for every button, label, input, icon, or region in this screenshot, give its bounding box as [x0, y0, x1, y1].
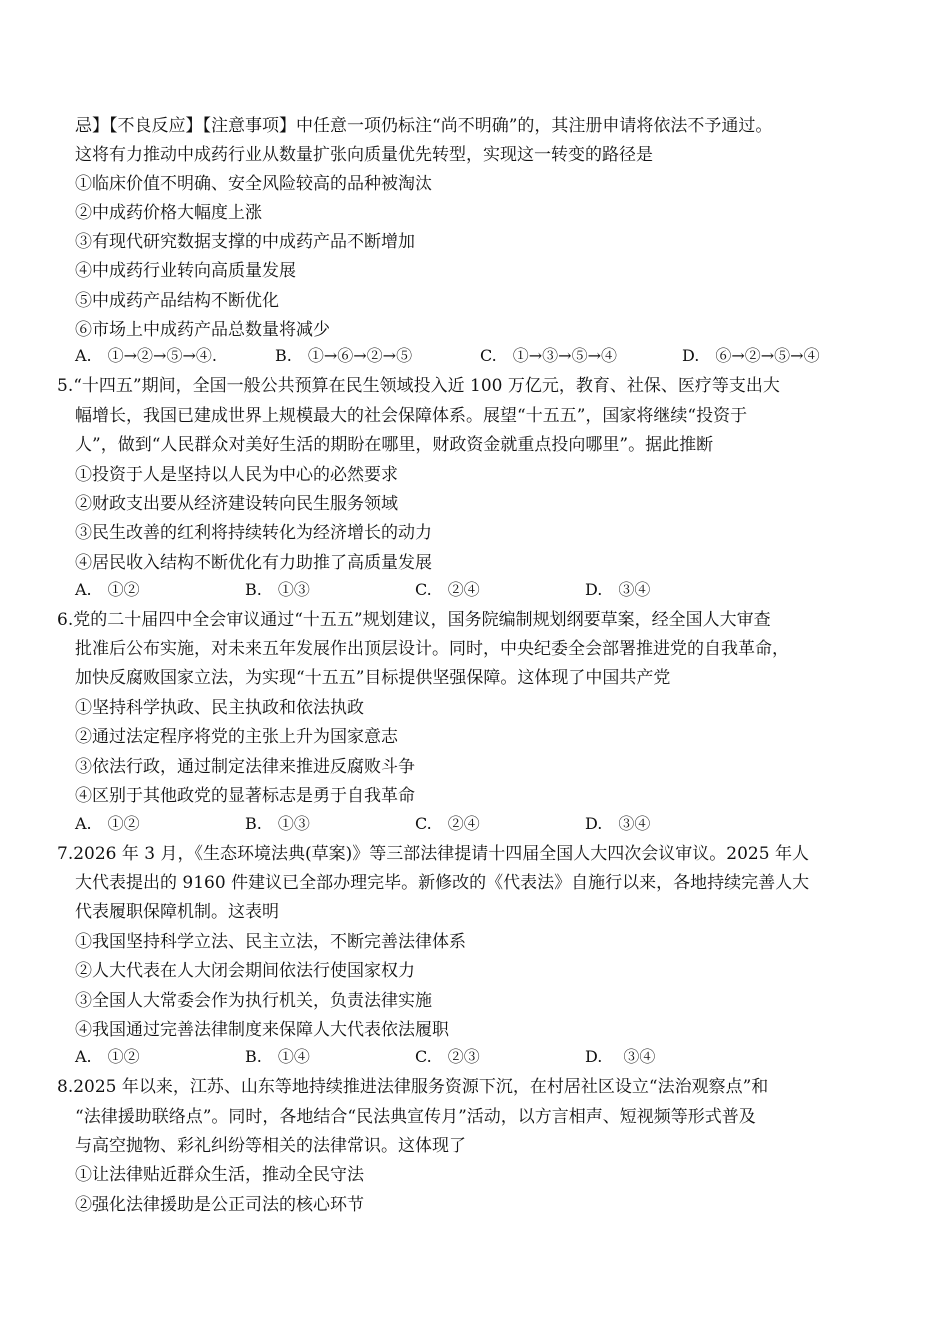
- question-4-item: ①临床价值不明确、安全风险较高的品种被淘汰: [75, 174, 432, 194]
- question-4-item: ③有现代研究数据支撑的中成药产品不断增加: [75, 232, 415, 252]
- question-5-item: ①投资于人是坚持以人民为中心的必然要求: [75, 465, 398, 485]
- option-b: B. ①③: [245, 814, 310, 833]
- option-b: B. ①③: [245, 580, 310, 599]
- question-8-item: ②强化法律援助是公正司法的核心环节: [75, 1195, 364, 1215]
- question-4-item: ②中成药价格大幅度上涨: [75, 203, 262, 223]
- question-7-item: ④我国通过完善法律制度来保障人大代表依法履职: [75, 1020, 449, 1040]
- question-4-options: [75, 345, 875, 367]
- option-d: D. ⑥→②→⑤→④: [682, 346, 820, 365]
- question-7-stem-line: 7.2026 年 3 月，《生态环境法典(草案)》等三部法律提请十四届全国人大四次会议审议。2025 年人: [57, 844, 809, 864]
- question-4-item: ⑥市场上中成药产品总数量将减少: [75, 320, 330, 340]
- option-c: C. ①→③→⑤→④: [480, 346, 617, 365]
- question-6-item: ③依法行政，通过制定法律来推进反腐败斗争: [75, 757, 415, 777]
- option-c: C. ②④: [415, 580, 480, 599]
- question-6-stem-line: 6.党的二十届四中全会审议通过“十五五”规划建议，国务院编制规划纲要草案，经全国人大审查: [57, 610, 771, 630]
- question-4-item: ⑤中成药产品结构不断优化: [75, 291, 279, 311]
- option-a: A. ①②: [75, 814, 140, 833]
- question-5-item: ④居民收入结构不断优化有力助推了高质量发展: [75, 553, 432, 573]
- question-8-stem-line: 8.2025 年以来，江苏、山东等地持续推进法律服务资源下沉，在村居社区设立“法治观察点”和: [57, 1077, 769, 1097]
- question-4-text-line: 这将有力推动中成药行业从数量扩张向质量优先转型，实现这一转变的路径是: [75, 145, 653, 165]
- question-5-stem-line: 幅增长，我国已建成世界上规模最大的社会保障体系。展望“十五五”，国家将继续“投资于: [75, 406, 748, 426]
- question-6-stem-line: 批准后公布实施，对未来五年发展作出顶层设计。同时，中央纪委全会部署推进党的自我革命，: [75, 639, 789, 659]
- option-c: C. ②④: [415, 814, 480, 833]
- question-5-options: [75, 579, 875, 601]
- question-5-stem-line: 人”，做到“人民群众对美好生活的期盼在哪里，财政资金就重点投向哪里”。据此推断: [75, 435, 714, 455]
- question-5-item: ②财政支出要从经济建设转向民生服务领域: [75, 494, 398, 514]
- question-5-item: ③民生改善的红利将持续转化为经济增长的动力: [75, 523, 432, 543]
- question-4-item: ④中成药行业转向高质量发展: [75, 261, 296, 281]
- option-d: D. ③④: [585, 1047, 656, 1066]
- question-6-item: ④区别于其他政党的显著标志是勇于自我革命: [75, 786, 415, 806]
- question-6-options: [75, 813, 875, 835]
- option-a: A. ①②: [75, 1047, 140, 1066]
- question-7-options: [75, 1046, 875, 1068]
- question-6-stem-line: 加快反腐败国家立法，为实现“十五五”目标提供坚强保障。这体现了中国共产党: [75, 668, 671, 688]
- option-d: D. ③④: [585, 580, 651, 599]
- question-8-item: ①让法律贴近群众生活，推动全民守法: [75, 1165, 364, 1185]
- question-6-item: ②通过法定程序将党的主张上升为国家意志: [75, 727, 398, 747]
- question-7-item: ①我国坚持科学立法、民主立法，不断完善法律体系: [75, 932, 466, 952]
- question-4-text-line: 忌】【不良反应】【注意事项】中任意一项仍标注“尚不明确”的，其注册申请将依法不予通过。: [75, 116, 773, 136]
- question-8-stem-line: 与高空抛物、彩礼纠纷等相关的法律常识。这体现了: [75, 1136, 466, 1156]
- question-6-item: ①坚持科学执政、民主执政和依法执政: [75, 698, 364, 718]
- option-b: B. ①→⑥→②→⑤: [275, 346, 413, 365]
- option-d: D. ③④: [585, 814, 651, 833]
- option-b: B. ①④: [245, 1047, 310, 1066]
- question-8-stem-line: “法律援助联络点”。同时，各地结合“民法典宣传月”活动，以方言相声、短视频等形式普及: [75, 1107, 756, 1127]
- question-7-item: ②人大代表在人大闭会期间依法行使国家权力: [75, 961, 415, 981]
- question-7-item: ③全国人大常委会作为执行机关，负责法律实施: [75, 991, 432, 1011]
- question-7-stem-line: 代表履职保障机制。这表明: [75, 902, 279, 922]
- option-a: A. ①→②→⑤→④.: [75, 346, 217, 365]
- option-a: A. ①②: [75, 580, 140, 599]
- question-7-stem-line: 大代表提出的 9160 件建议已全部办理完毕。新修改的《代表法》自施行以来，各地持续完善人大: [75, 873, 810, 893]
- option-c: C. ②③: [415, 1047, 480, 1066]
- question-5-stem-line: 5.“十四五”期间，全国一般公共预算在民生领域投入近 100 万亿元，教育、社保、医疗等支出大: [57, 376, 780, 396]
